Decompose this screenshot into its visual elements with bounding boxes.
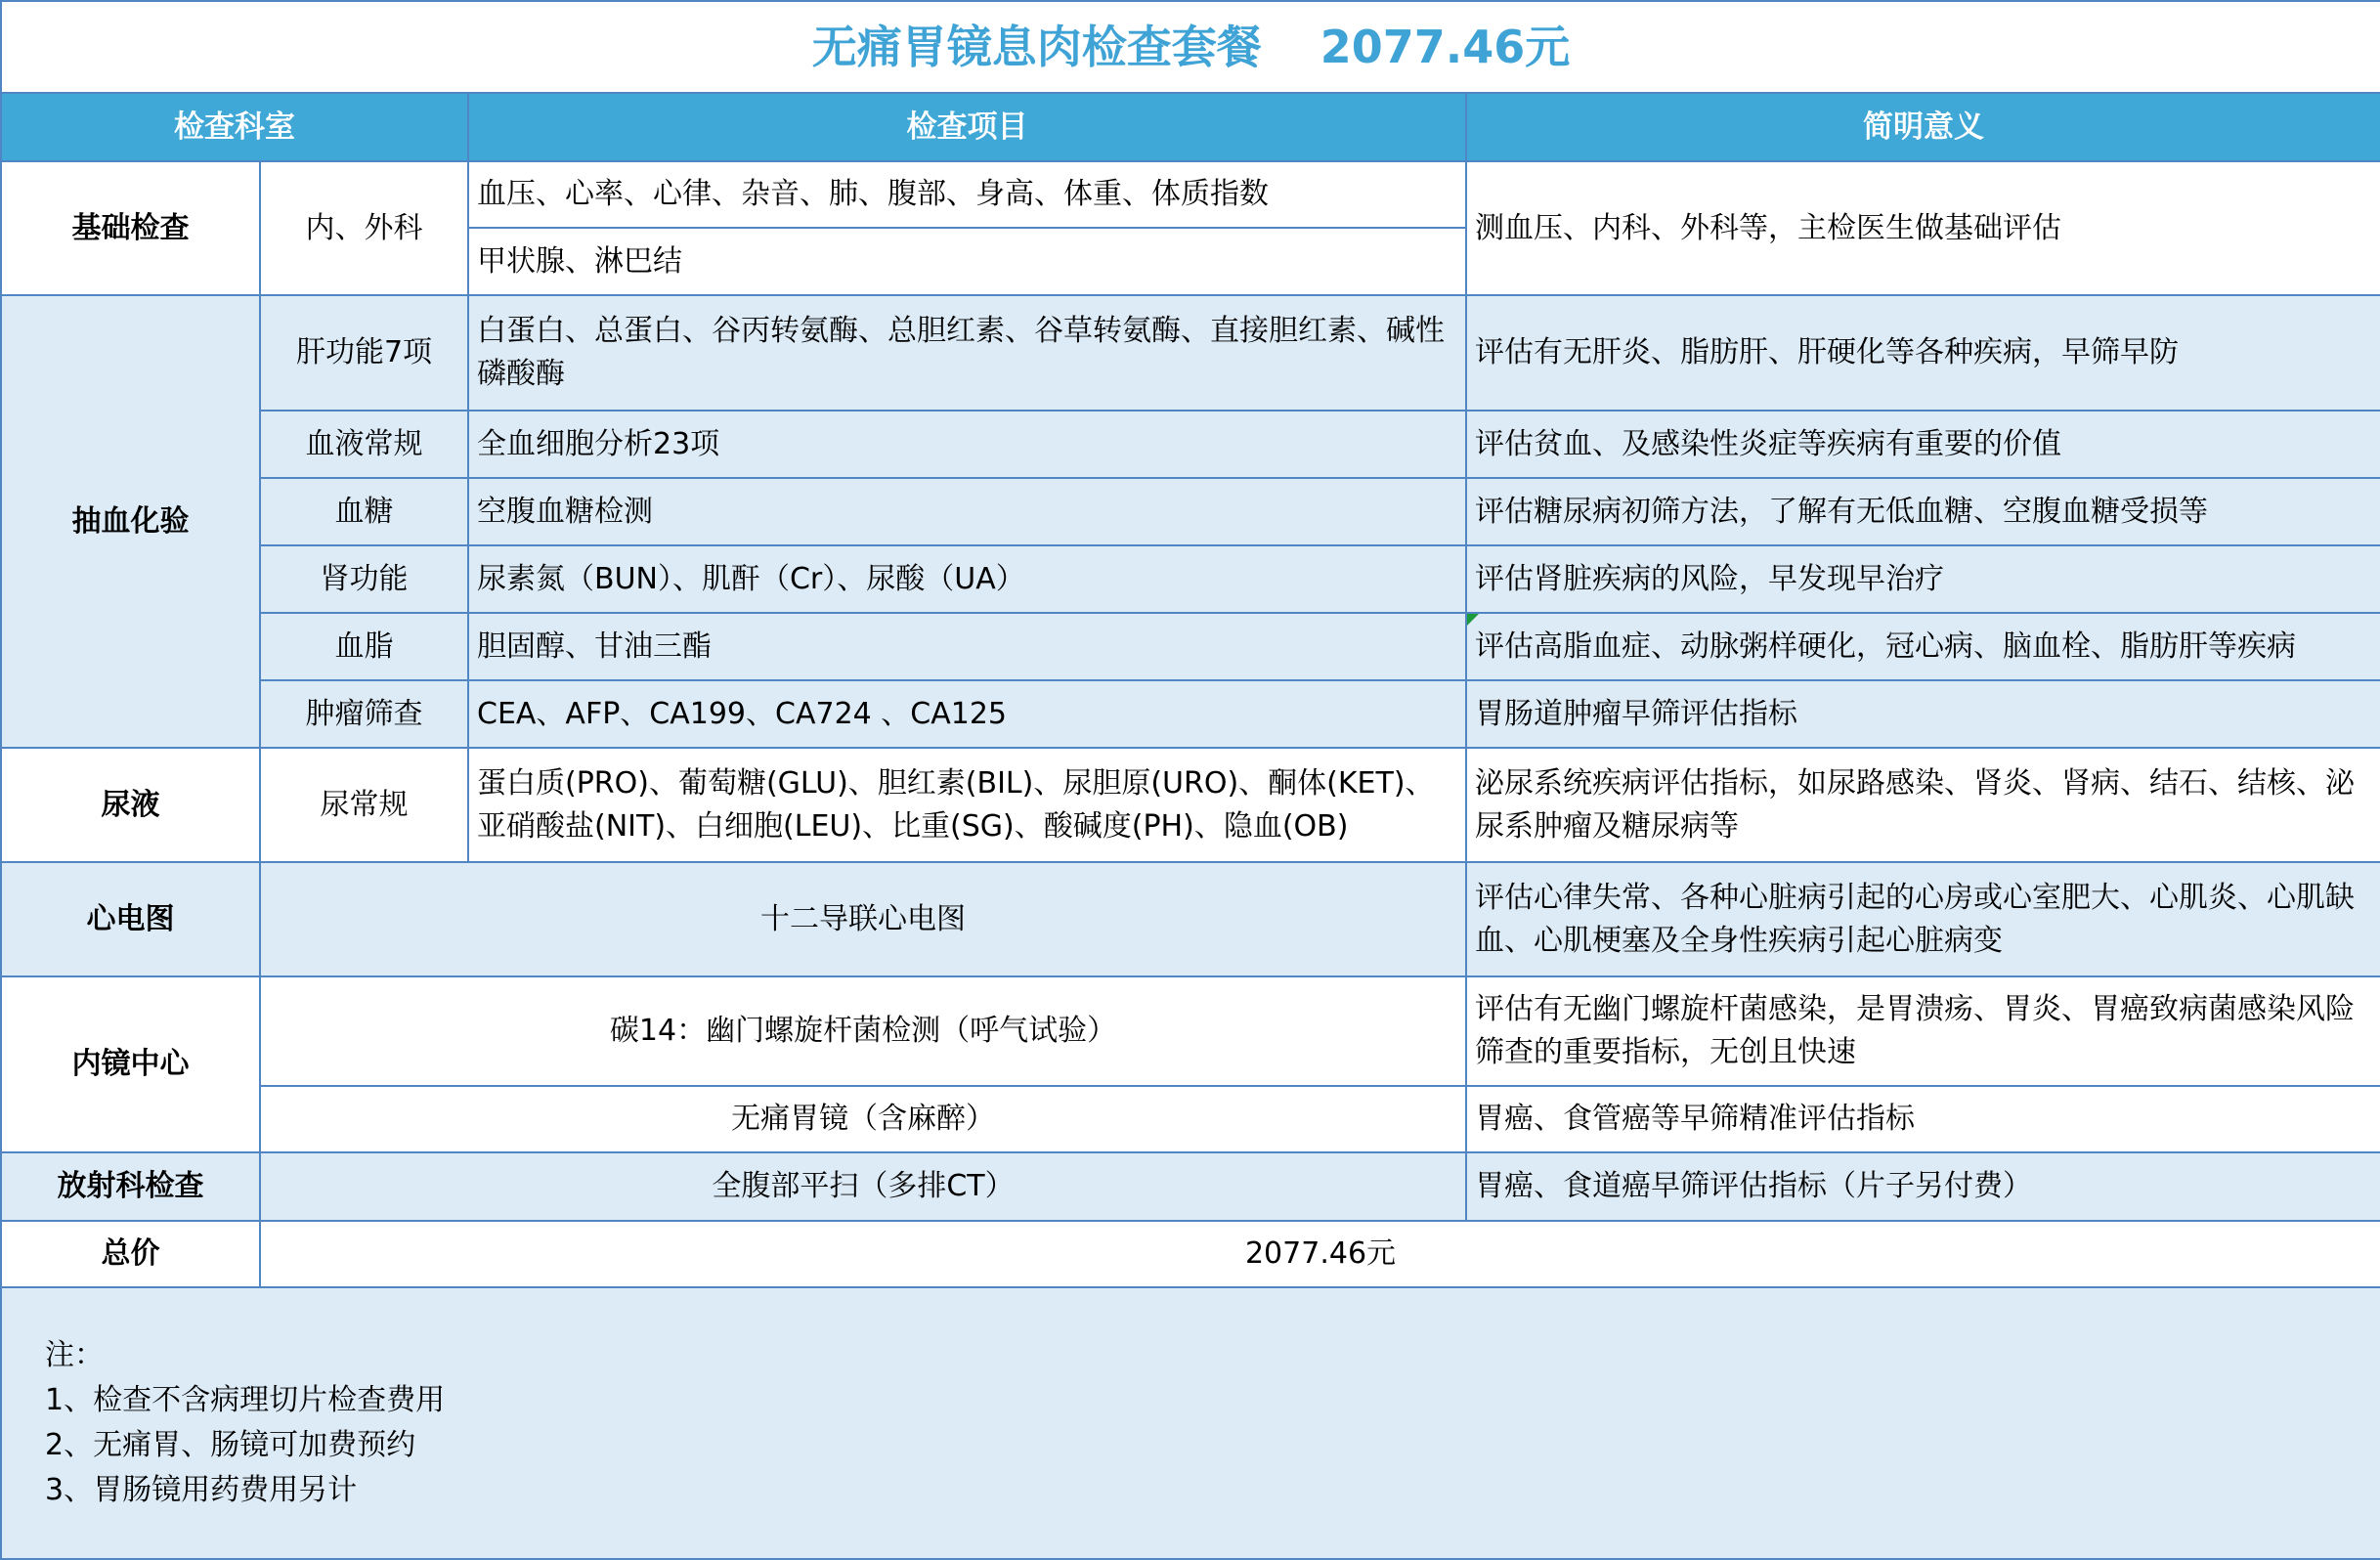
title-row [1, 1, 2380, 93]
comment-marker-icon [1467, 614, 1479, 626]
meaning-ct: 胃癌、食道癌早筛评估指标（片子另付费） [1466, 1152, 2380, 1221]
table-row [1, 1086, 2380, 1152]
notes-row [1, 1287, 2380, 1559]
header-item: 检查项目 [468, 93, 1466, 161]
category-basic: 基础检查 [1, 161, 260, 295]
notes-cell [1, 1287, 2380, 1559]
item-gastroscopy: 无痛胃镜（含麻醉） [260, 1086, 1466, 1152]
table-row [1, 680, 2380, 748]
meaning-c14: 评估有无幽门螺旋杆菌感染，是胃溃疡、胃炎、胃癌致病菌感染风险筛查的重要指标，无创且快速 [1466, 976, 2380, 1086]
category-urine: 尿液 [1, 748, 260, 862]
total-row [1, 1221, 2380, 1287]
item-liver: 白蛋白、总蛋白、谷丙转氨酶、总胆红素、谷草转氨酶、直接胆红素、碱性磷酸酶 [468, 295, 1466, 411]
category-blood: 抽血化验 [1, 295, 260, 748]
table-row [1, 976, 2380, 1086]
header-dept: 检查科室 [1, 93, 468, 161]
meaning-ecg: 评估心律失常、各种心脏病引起的心房或心室肥大、心肌炎、心肌缺血、心肌梗塞及全身性疾病引起心脏病变 [1466, 862, 2380, 976]
meaning-lipid-cell [1466, 613, 2380, 680]
meaning-glucose: 评估糖尿病初筛方法，了解有无低血糖、空腹血糖受损等 [1466, 478, 2380, 545]
sub-glucose: 血糖 [260, 478, 468, 545]
table-row [1, 613, 2380, 680]
meaning-liver: 评估有无肝炎、脂肪肝、肝硬化等各种疾病，早筛早防 [1466, 295, 2380, 411]
table-row [1, 748, 2380, 862]
category-radio: 放射科检查 [1, 1152, 260, 1221]
notes-heading: 注： [45, 1338, 104, 1372]
category-endo: 内镜中心 [1, 976, 260, 1152]
meaning-blood-routine: 评估贫血、及感染性炎症等疾病有重要的价值 [1466, 411, 2380, 478]
note-line-1: 1、检查不含病理切片检查费用 [45, 1383, 446, 1417]
table-row [1, 862, 2380, 976]
total-value: 2077.46元 [260, 1221, 2380, 1287]
meaning-kidney: 评估肾脏疾病的风险，早发现早治疗 [1466, 545, 2380, 613]
table-row [1, 1152, 2380, 1221]
total-label: 总价 [1, 1221, 260, 1287]
header-row [1, 93, 2380, 161]
note-line-3: 3、胃肠镜用药费用另计 [45, 1473, 358, 1507]
package-price: 2077.46元 [1320, 21, 1571, 73]
table-row [1, 411, 2380, 478]
item-urine: 蛋白质(PRO)、葡萄糖(GLU)、胆红素(BIL)、尿胆原(URO)、酮体(KET)、亚硝酸盐(NIT)、白细胞(LEU)、比重(SG)、酸碱度(PH)、隐血(OB) [468, 748, 1466, 862]
meaning-lipid: 评估高脂血症、动脉粥样硬化，冠心病、脑血栓、脂肪肝等疾病 [1475, 628, 2296, 664]
item-c14: 碳14：幽门螺旋杆菌检测（呼气试验） [260, 976, 1466, 1086]
meaning-basic: 测血压、内科、外科等，主检医生做基础评估 [1466, 161, 2380, 295]
category-ecg: 心电图 [1, 862, 260, 976]
item-tumor: CEA、AFP、CA199、CA724 、CA125 [468, 680, 1466, 748]
item-lipid: 胆固醇、甘油三酯 [468, 613, 1466, 680]
table-row [1, 295, 2380, 411]
sub-kidney: 肾功能 [260, 545, 468, 613]
sub-blood-routine: 血液常规 [260, 411, 468, 478]
sub-lipid: 血脂 [260, 613, 468, 680]
package-title [1, 1, 2380, 93]
table-row [1, 545, 2380, 613]
item-kidney: 尿素氮（BUN）、肌酐（Cr）、尿酸（UA） [468, 545, 1466, 613]
note-line-2: 2、无痛胃、肠镜可加费预约 [45, 1428, 416, 1462]
sub-basic: 内、外科 [260, 161, 468, 295]
item-blood-routine: 全血细胞分析23项 [468, 411, 1466, 478]
sub-liver: 肝功能7项 [260, 295, 468, 411]
package-name: 无痛胃镜息肉检查套餐 [811, 21, 1262, 73]
table-row [1, 478, 2380, 545]
item-ct: 全腹部平扫（多排CT） [260, 1152, 1466, 1221]
table-row [1, 161, 2380, 228]
item-basic-2: 甲状腺、淋巴结 [468, 228, 1466, 295]
item-basic-1: 血压、心率、心律、杂音、肺、腹部、身高、体重、体质指数 [468, 161, 1466, 228]
sub-urine: 尿常规 [260, 748, 468, 862]
item-glucose: 空腹血糖检测 [468, 478, 1466, 545]
sub-tumor: 肿瘤筛查 [260, 680, 468, 748]
meaning-urine: 泌尿系统疾病评估指标，如尿路感染、肾炎、肾病、结石、结核、泌尿系肿瘤及糖尿病等 [1466, 748, 2380, 862]
header-meaning: 简明意义 [1466, 93, 2380, 161]
meaning-gastroscopy: 胃癌、食管癌等早筛精准评估指标 [1466, 1086, 2380, 1152]
meaning-tumor: 胃肠道肿瘤早筛评估指标 [1466, 680, 2380, 748]
item-ecg: 十二导联心电图 [260, 862, 1466, 976]
